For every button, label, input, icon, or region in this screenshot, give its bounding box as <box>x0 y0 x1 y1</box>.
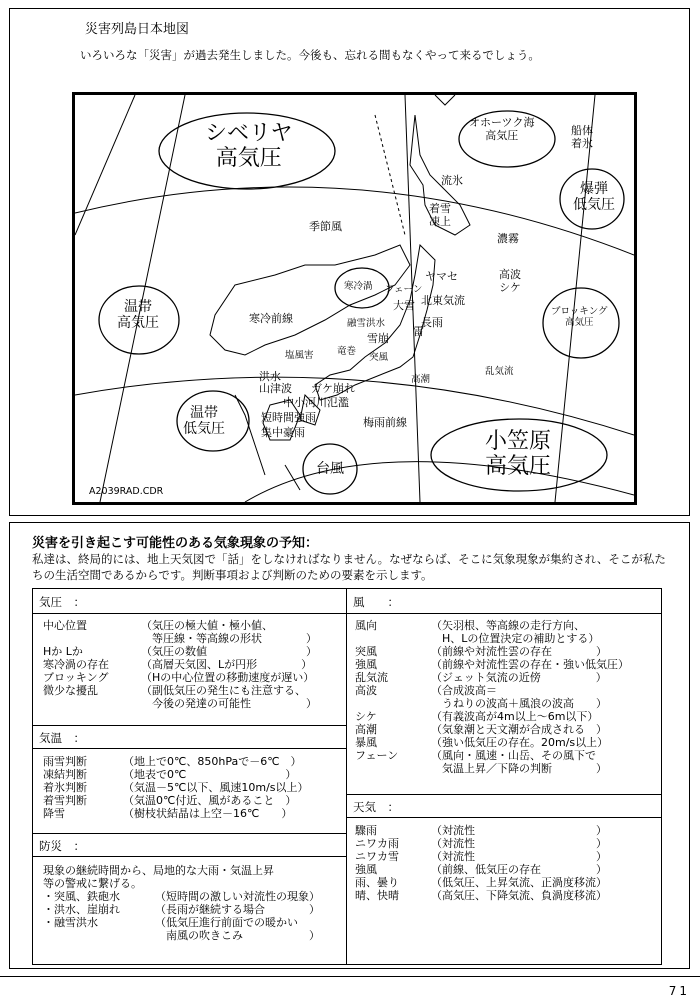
label-siberia-high: シベリヤ 高気圧 <box>205 121 293 172</box>
weather-row <box>355 850 607 863</box>
weather-row-value: （前線、低気圧の存在 ） <box>431 863 607 876</box>
weather-row <box>355 863 607 876</box>
pressure-row-value: （Hの中心位置の移動速度が遅い） <box>141 671 315 684</box>
map-file-label: A2039RAD.CDR <box>89 486 164 497</box>
pressure-row <box>43 671 315 684</box>
disaster-row-value: （長雨が継続する場合 ） <box>155 903 320 916</box>
label-drift-ice: 流氷 <box>441 174 463 187</box>
weather-row-value: （対流性 ） <box>431 850 607 863</box>
pressure-row-key: Hか Lか <box>43 645 83 658</box>
wind-row-value: （矢羽根、等高線の走行方向、 <box>431 619 585 632</box>
disaster-row <box>43 877 142 890</box>
label-snowmelt-flood: 融雪洪水 <box>347 318 386 329</box>
wind-row-value: （風向・風速・山岳、その風下で <box>431 749 596 762</box>
temperature-row <box>43 768 297 781</box>
wind-row-key: 暴風 <box>355 736 377 749</box>
pressure-row-key: 中心位置 <box>43 619 87 632</box>
label-snow-icing: 着雪 凍上 <box>429 202 451 228</box>
label-ne-airflow: 北東気流 <box>421 294 465 307</box>
weather-row <box>355 824 607 837</box>
label-concentrated-rain: 集中豪雨 <box>261 426 305 439</box>
label-blocking-high: ブロッキング 高気圧 <box>551 306 608 328</box>
label-typhoon: 台風 <box>316 461 344 477</box>
label-cold-front: 寒冷前線 <box>249 312 293 325</box>
temperature-row <box>43 781 309 794</box>
wind-row-key: 風向 <box>355 619 377 632</box>
forecast-description: 私達は、終局的には、地上天気図で「話」をしなければなりません。なぜならば、そこに気象現象が集約され、そこが私たちの生活空間であるからです。判断事項および判断のための要素を示します。 <box>32 552 666 582</box>
label-river-flood: 中小河川氾濫 <box>283 396 349 409</box>
pressure-row-key: 寒冷渦の存在 <box>43 658 109 671</box>
disaster-row-key: 等の警戒に繋げる。 <box>43 877 142 890</box>
label-long-rain: 長雨 <box>421 316 443 329</box>
label-avalanche: 雪崩 <box>367 332 389 345</box>
wind-row-value: （気象潮と天文潮が合成される ） <box>431 723 607 736</box>
disaster-row <box>43 903 320 916</box>
label-temperate-high: 温帯 高気圧 <box>117 299 159 332</box>
pressure-row-value: （高層天気図、Lが円形 ） <box>141 658 313 671</box>
label-dense-fog: 濃霧 <box>497 232 519 245</box>
pressure-row-value: （気圧の極大値・極小値、 <box>141 619 273 632</box>
forecast-grid <box>32 588 662 965</box>
label-ship-icing: 船体 着氷 <box>571 124 593 150</box>
wind-row-value: （合成波高＝ <box>431 684 497 697</box>
label-seasonal-wind: 季節風 <box>309 220 342 233</box>
temperature-row-value: （気温0℃付近、風があること ） <box>123 794 297 807</box>
wind-row <box>355 749 596 762</box>
disaster-row-key: ・突風、鉄砲水 <box>43 890 120 903</box>
wind-row-value: （前線や対流性雲の存在 ） <box>431 645 607 658</box>
label-heavy-snow: 大雪 <box>393 299 415 312</box>
pressure-row <box>43 619 273 632</box>
pressure-row-key: ブロッキング <box>43 671 109 684</box>
disaster-row-value: （低気圧進行前面での暖かい <box>155 916 298 929</box>
wind-row-value: H、Lの位置決定の補助とする） <box>431 632 600 645</box>
weather-row-value: （対流性 ） <box>431 824 607 837</box>
wind-row-key: 乱気流 <box>355 671 388 684</box>
label-okhotsk-high: オホーツク海 高気圧 <box>469 116 535 142</box>
intro-text: いろいろな「災害」が過去発生しました。今後も、忘れる間もなくやって来るでしょう。 <box>80 48 540 62</box>
wind-row <box>355 736 609 749</box>
weather-row-key: ニワカ雨 <box>355 837 399 850</box>
wind-row-key: シケ <box>355 710 377 723</box>
temperature-row-key: 降雪 <box>43 807 65 820</box>
wind-row-value: （前線や対流性雲の存在・強い低気圧） <box>431 658 629 671</box>
temperature-row-value: （樹枝状結晶は上空－16℃ ） <box>123 807 293 820</box>
label-flood: 洪水 <box>259 370 281 383</box>
page-title: 災害列島日本地図 <box>85 22 190 37</box>
weather-row-key: 強風 <box>355 863 377 876</box>
wind-row <box>355 658 629 671</box>
temperature-row-key: 着雪判断 <box>43 794 87 807</box>
wind-row-key: 高潮 <box>355 723 377 736</box>
label-landslide: ガケ崩れ <box>311 382 355 395</box>
weather-row-key: 雨、曇り <box>355 876 399 889</box>
label-short-heavy-rain: 短時間強雨 <box>261 411 316 424</box>
weather-row-key: 晴、快晴 <box>355 889 399 902</box>
grid-divider <box>346 589 347 964</box>
pressure-row <box>43 645 317 658</box>
disaster-row <box>43 890 320 903</box>
label-ogasawara-high: 小笠原 高気圧 <box>485 429 552 480</box>
label-temperate-low: 温帯 低気圧 <box>183 405 225 438</box>
pressure-row-key: 微少な擾乱 <box>43 684 98 697</box>
disaster-map <box>72 92 637 505</box>
weather-row-key: ニワカ雪 <box>355 850 399 863</box>
weather-row-key: 驟雨 <box>355 824 377 837</box>
label-foehn: フェーン <box>385 284 423 295</box>
disaster-row-value: （短時間の激しい対流性の現象） <box>155 890 320 903</box>
label-tsunami: 山津波 <box>259 382 292 395</box>
disaster-row-key: ・融雪洪水 <box>43 916 98 929</box>
wind-row <box>355 723 607 736</box>
wind-row <box>355 710 599 723</box>
wind-row-value: 気温上昇／下降の判断 ） <box>431 762 607 775</box>
temperature-row <box>43 755 302 768</box>
pressure-row-value: 今後の発達の可能性 ） <box>141 697 317 710</box>
wind-row <box>355 684 497 697</box>
section-temperature-title: 気温 ： <box>39 731 85 745</box>
label-bomb-low: 爆弾 低気圧 <box>573 181 615 214</box>
temperature-row-key: 雨雪判断 <box>43 755 87 768</box>
disaster-row <box>43 916 298 929</box>
label-yamase: ヤマセ <box>425 270 458 283</box>
wind-row-value: （有義波高が4m以上～6m以下） <box>431 710 599 723</box>
section-disaster-title: 防災 ： <box>39 839 85 853</box>
temperature-row-key: 着氷判断 <box>43 781 87 794</box>
pressure-row <box>43 684 306 697</box>
label-storm-surge: 高潮 <box>411 374 431 385</box>
label-rainy-front: 梅雨前線 <box>363 416 407 429</box>
temperature-row-value: （地上で0℃、850hPaで－6℃ ） <box>123 755 302 768</box>
temperature-row <box>43 794 297 807</box>
section-weather-title: 天気 ： <box>353 800 399 814</box>
footer-rule <box>0 976 700 977</box>
disaster-row-key: 現象の継続時間から、局地的な大雨・気温上昇 <box>43 864 274 877</box>
wind-row-key: 突風 <box>355 645 377 658</box>
wind-row-value: （強い低気圧の存在。20m/s以上） <box>431 736 609 749</box>
label-lightning: 雷 <box>413 325 424 338</box>
wind-row-value: （ジェット気流の近傍 ） <box>431 671 607 684</box>
disaster-row-value: 南風の吹きこみ ） <box>155 929 320 942</box>
weather-row <box>355 837 607 850</box>
pressure-row-value: 等圧線・等高線の形状 ） <box>141 632 317 645</box>
weather-row-value: （対流性 ） <box>431 837 607 850</box>
weather-row-value: （高気圧、下降気流、負渦度移流） <box>431 889 607 902</box>
label-tornado: 竜巻 <box>337 346 357 357</box>
wind-row-key: 高波 <box>355 684 377 697</box>
disaster-row-key: ・洪水、崖崩れ <box>43 903 120 916</box>
wind-row <box>355 619 585 632</box>
forecast-title: 災害を引き起こす可能性のある気象現象の予知： <box>32 536 319 551</box>
section-pressure-title: 気圧 ： <box>39 595 85 609</box>
label-salt-damage: 塩風害 <box>285 350 314 361</box>
temperature-row <box>43 807 293 820</box>
label-turbulence: 乱気流 <box>485 366 514 377</box>
wind-row <box>355 671 607 684</box>
temperature-row-value: （気温－5℃以下、風速10m/s以上） <box>123 781 309 794</box>
label-cold-vortex: 寒冷渦 <box>344 281 373 292</box>
pressure-row-value: （気圧の数値 ） <box>141 645 317 658</box>
page-number: 71 <box>668 984 690 998</box>
wind-row-key: 強風 <box>355 658 377 671</box>
wind-row <box>355 645 607 658</box>
temperature-row-value: （地表で0℃ ） <box>123 768 297 781</box>
weather-row-value: （低気圧、上昇気流、正渦度移流） <box>431 876 607 889</box>
weather-row <box>355 876 607 889</box>
pressure-row-value: （副低気圧の発生にも注意する、 <box>141 684 306 697</box>
section-wind-title: 風 ： <box>353 595 399 609</box>
temperature-row-key: 凍結判断 <box>43 768 87 781</box>
pressure-row <box>43 658 313 671</box>
wind-row-value: うねりの波高＋風浪の波高 ） <box>431 697 607 710</box>
weather-row <box>355 889 607 902</box>
label-gust: 突風 <box>369 352 389 363</box>
wind-row-key: フェーン <box>355 749 399 762</box>
disaster-row <box>43 864 274 877</box>
label-high-waves: 高波 シケ <box>499 268 521 294</box>
